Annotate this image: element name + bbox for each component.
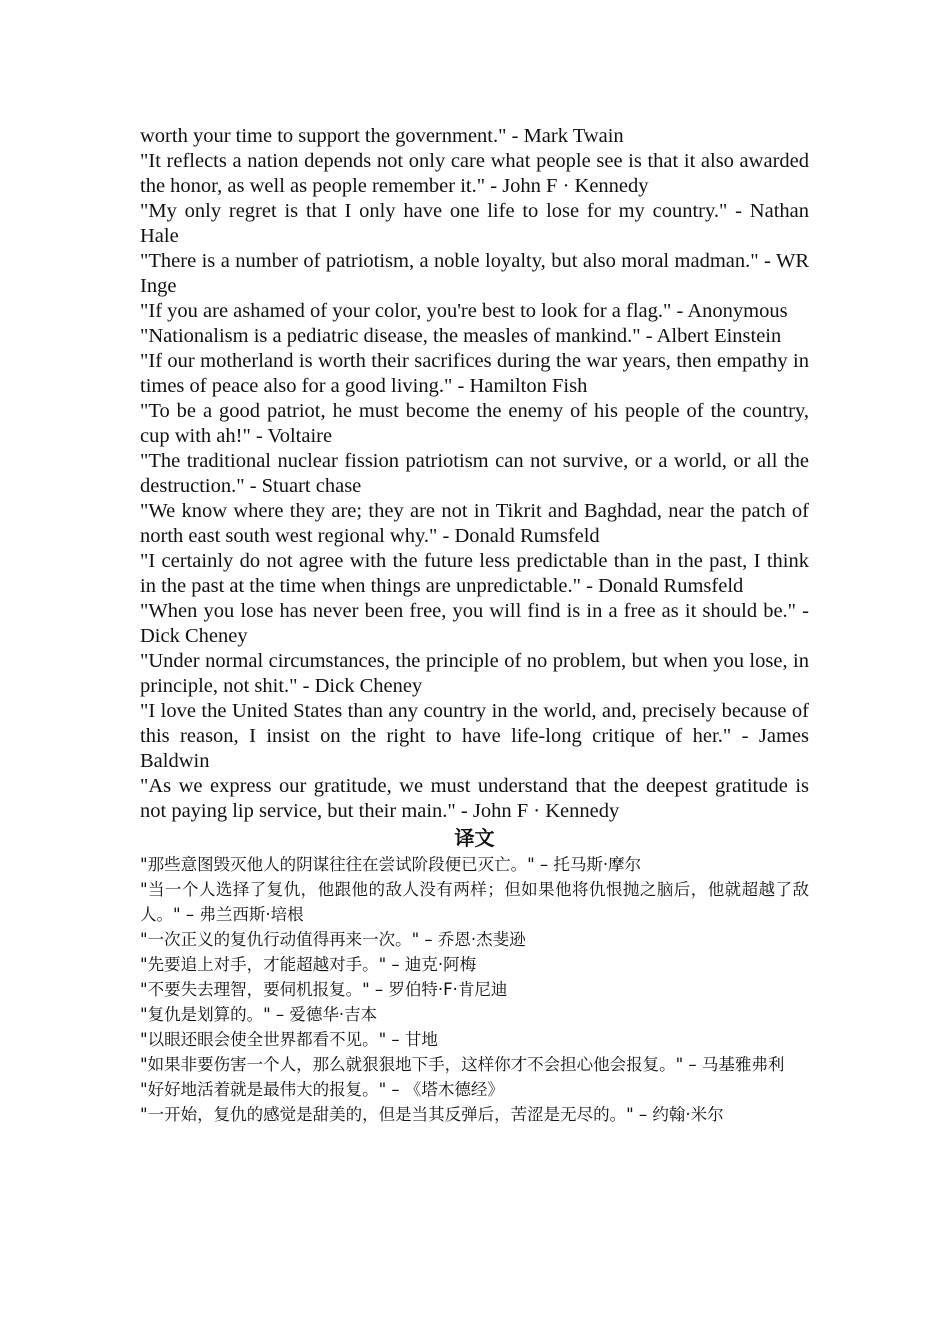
quote-en-2: "It reflects a nation depends not only care what people see is that it also awarded the honor, as well as people remember it." - John F · Kennedy xyxy=(140,150,809,197)
quote-zh-5: "不要失去理智，要伺机报复。" – 罗伯特·F·肯尼迪 xyxy=(140,980,508,999)
quote-zh-3: "一次正义的复仇行动值得再来一次。" – 乔恩·杰斐逊 xyxy=(140,930,526,949)
quote-en-14: "I love the United States than any country in the world, and, precisely because of this reason, I insist on the right to have life-long critique of her." - James Baldwin xyxy=(140,700,809,772)
quote-zh-4: "先要追上对手，才能超越对手。" – 迪克·阿梅 xyxy=(140,955,477,974)
document-page xyxy=(140,124,809,1127)
quote-en-15: "As we express our gratitude, we must understand that the deepest gratitude is not paying lip service, but their main." - John F · Kennedy xyxy=(140,775,809,822)
quote-en-12: "When you lose has never been free, you will find is in a free as it should be." - Dick Cheney xyxy=(140,600,809,647)
quote-zh-10: "一开始，复仇的感觉是甜美的，但是当其反弹后，苦涩是无尽的。" – 约翰·米尔 xyxy=(140,1105,724,1124)
quote-en-8: "To be a good patriot, he must become the enemy of his people of the country, cup with ah!" - Voltaire xyxy=(140,400,809,447)
quote-zh-1: "那些意图毁灭他人的阴谋往往在尝试阶段便已灭亡。" – 托马斯·摩尔 xyxy=(140,855,642,874)
translation-heading: 译文 xyxy=(454,826,495,850)
quote-en-4: "There is a number of patriotism, a noble loyalty, but also moral madman." - WR Inge xyxy=(140,250,809,297)
quote-en-7: "If our motherland is worth their sacrifices during the war years, then empathy in times of peace also for a good living." - Hamilton Fish xyxy=(140,350,809,397)
quote-en-9: "The traditional nuclear fission patriotism can not survive, or a world, or all the destruction." - Stuart chase xyxy=(140,450,809,497)
quote-zh-7: "以眼还眼会使全世界都看不见。" – 甘地 xyxy=(140,1030,438,1049)
quote-en-13: "Under normal circumstances, the principle of no problem, but when you lose, in principle, not shit." - Dick Cheney xyxy=(140,650,809,697)
chinese-quotes xyxy=(140,852,809,1127)
quote-en-1: worth your time to support the government." - Mark Twain xyxy=(140,125,624,147)
quote-en-6: "Nationalism is a pediatric disease, the measles of mankind." - Albert Einstein xyxy=(140,325,782,347)
quote-zh-9: "好好地活着就是最伟大的报复。" – 《塔木德经》 xyxy=(140,1080,504,1099)
quote-en-11: "I certainly do not agree with the future less predictable than in the past, I think in the past at the time when things are unpredictable." - Donald Rumsfeld xyxy=(140,550,809,597)
quote-en-5: "If you are ashamed of your color, you're best to look for a flag." - Anonymous xyxy=(140,300,788,322)
quote-zh-8: "如果非要伤害一个人，那么就狠狠地下手，这样你才不会担心他会报复。" – 马基雅弗利 xyxy=(140,1055,785,1074)
quote-en-3: "My only regret is that I only have one life to lose for my country." - Nathan Hale xyxy=(140,200,809,247)
quote-zh-6: "复仇是划算的。" – 爱德华·吉本 xyxy=(140,1005,378,1024)
quote-zh-2: "当一个人选择了复仇，他跟他的敌人没有两样；但如果他将仇恨抛之脑后，他就超越了敌人。" – 弗兰西斯·培根 xyxy=(140,880,809,924)
quote-en-10: "We know where they are; they are not in Tikrit and Baghdad, near the patch of north east south west regional why." - Donald Rumsfeld xyxy=(140,500,809,547)
english-quotes xyxy=(140,124,809,824)
